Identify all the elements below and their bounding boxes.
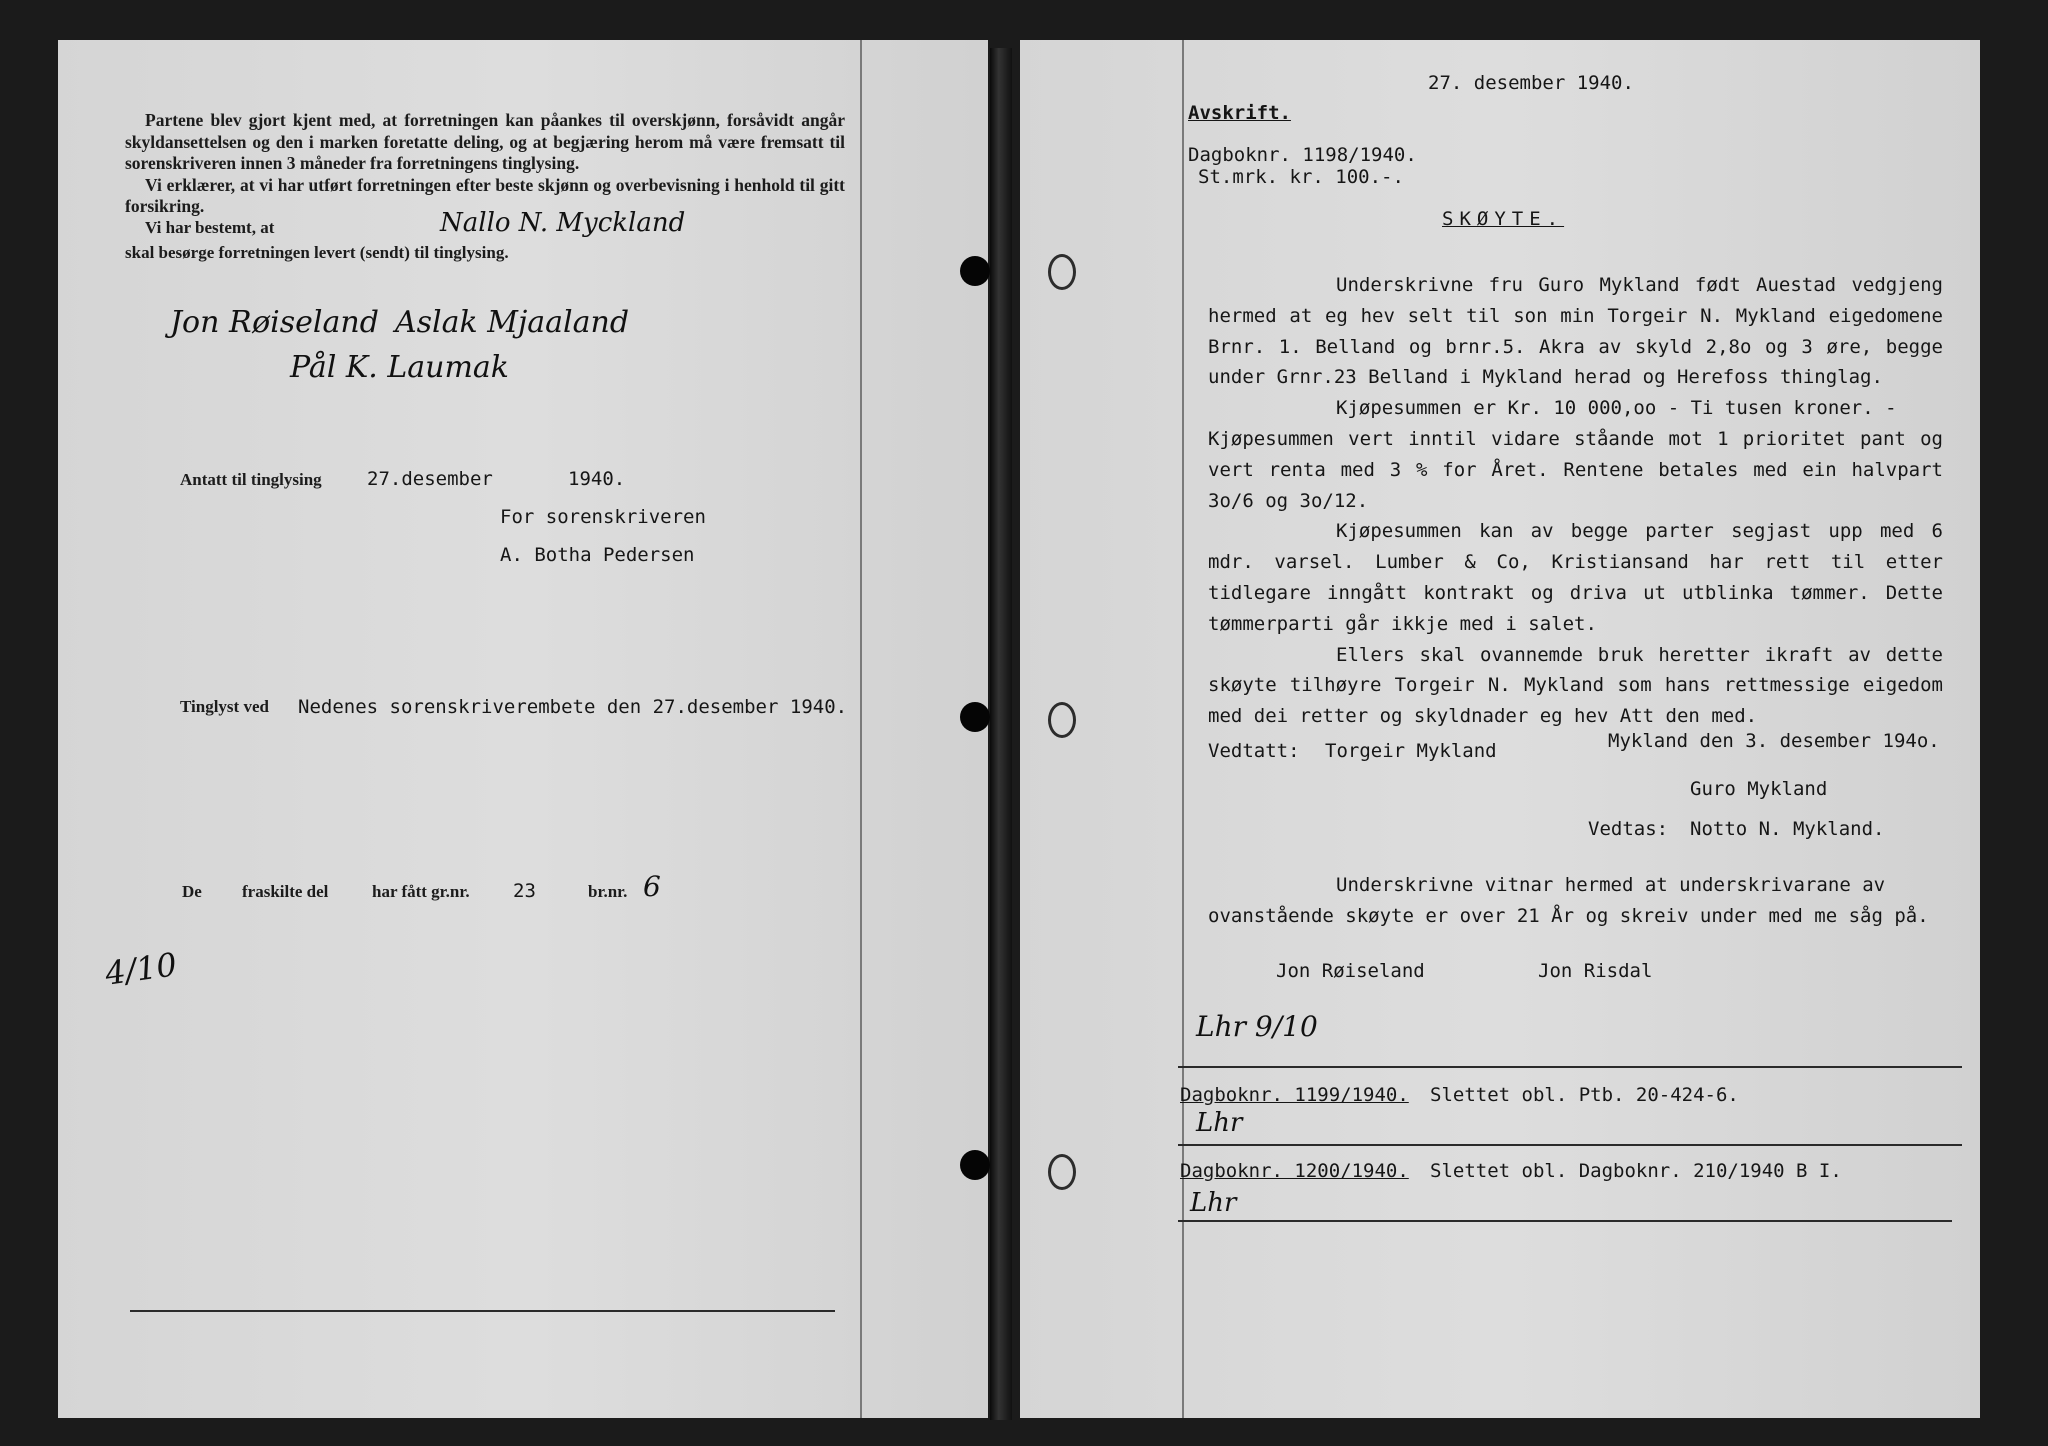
declaration-paragraph: Vi erklærer, at vi har utført forretningen efter beste skjønn og overbevisning i henhold til gitt forsikring. [125,174,845,216]
fraskilte-del: fraskilte del [242,882,329,901]
book-spine [990,48,1012,1420]
initial-mark-3: Lhr [1190,1188,1237,1218]
place-date: Mykland den 3. desember 194o. [1608,730,1940,752]
deed-paragraph-2: Kjøpesummen er Kr. 10 000,oo - Ti tusen kroner. - [1336,397,1897,420]
document-title: SKØYTE. [1442,208,1565,230]
dagboknr-header: Dagboknr. 1198/1940. [1188,144,1417,166]
fraskilte-de: De [182,882,202,901]
witness-2: Jon Risdal [1538,960,1653,982]
binding-hole-middle [960,702,990,732]
witness-1: Jon Røiseland [1276,960,1425,982]
tinglyst-label: Tinglyst ved [180,697,269,716]
entry-1199-text: Slettet obl. Ptb. 20-424-6. [1430,1084,1739,1106]
antatt-year: 1940. [568,468,626,490]
vedtatt-label: Vedtatt: [1208,740,1300,762]
seller-signature: Guro Mykland [1690,778,1828,800]
appeal-paragraph: Partene blev gjort kjent med, at forretningen kan påankes til overskjønn, forsåvidt angår skyldansettelsen og den i marken foretatte deling, og at begjæring herom må være fremsatt til sorenskriveren innen 3 måneder fra forretningens tinglysing. [125,110,845,173]
binding-ring-bottom [1048,1154,1076,1190]
deed-paragraph-3: Kjøpesummen vert inntil vidare ståande mot 1 prioritet pant og vert renta med 3 % for Året. Rentene betales med ein halvpart 3o/6 og 3o/12. [1208,427,1943,512]
rule-3 [1178,1220,1952,1222]
stamp-duty: St.mrk. kr. 100.-. [1198,166,1404,188]
page-margin-line [860,40,862,1418]
initial-mark-1: Lhr 9/10 [1196,1010,1318,1043]
signature-2: Aslak Mjaaland [395,305,630,340]
antatt-label: Antatt til tinglysing [180,470,322,489]
entry-1199-number: Dagboknr. 1199/1940. [1180,1084,1409,1106]
avskrift-label: Avskrift. [1188,102,1291,124]
deed-paragraph-4: Kjøpesummen kan av begge parter segjast upp med 6 mdr. varsel. Lumber & Co, Kristiansand har rett til etter tidlegare inngått kontrakt og driva ut utblinka tømmer. Dette tømmerparti går ikkje med i salet. [1208,520,1943,635]
binding-ring-middle [1048,702,1076,738]
for-office: For sorenskriveren [500,506,706,528]
vedtatt-name: Torgeir Mykland [1325,740,1497,762]
appointed-name-handwritten: Nallo N. Myckland [440,208,686,238]
deed-body [1208,270,1943,732]
fraskilte-grnr: 23 [513,880,536,902]
entry-1200-number: Dagboknr. 1200/1940. [1180,1160,1409,1182]
binding-hole-top [960,256,990,286]
vedtas-name: Notto N. Mykland. [1690,818,1885,840]
signature-3: Pål K. Laumak [290,350,509,385]
deliver-text: skal besørge forretningen levert (sendt) til tinglysing. [125,243,509,262]
fraskilte-brnr: 6 [643,870,661,903]
binding-ring-top [1048,254,1076,290]
deed-paragraph-5: Ellers skal ovannemde bruk heretter ikraft av dette skøyte tilhøyre Torgeir N. Mykland som hans rettmessige eigedom med dei retter og skyldnader eg hev Att den med. [1208,643,1943,728]
deed-paragraph-1: Underskrivne fru Guro Mykland født Auestad vedgjeng hermed at eg hev selt til son min Torgeir N. Mykland eigedomene Brnr. 1. Belland og brnr.5. Akra av skyld 2,8o og 3 øre, begge under Grnr.23 Belland i Mykland herad og Herefoss thinglag. [1208,274,1943,389]
fraskilte-grnr-label: har fått gr.nr. [372,882,470,901]
signature-1: Jon Røiseland [170,305,379,340]
tinglyst-value: Nedenes sorenskriverembete den 27.desember 1940. [298,696,848,718]
initial-mark-2: Lhr [1196,1108,1243,1138]
left-printed-text [125,110,845,218]
margin-initial-mark: 4/10 [102,945,180,993]
rule-1 [1178,1066,1962,1068]
binding-hole-bottom [960,1150,990,1180]
vedtas-label: Vedtas: [1588,818,1669,840]
clerk-name: A. Botha Pedersen [500,544,695,566]
left-bottom-rule [130,1310,835,1312]
appointed-prefix: Vi har bestemt, at [145,218,275,237]
witness-statement: Underskrivne vitnar hermed at underskrivarane av ovanstående skøyte er over 21 År og skreiv under med me såg på. [1208,874,1929,927]
right-margin-line [1182,40,1184,1418]
entry-1200-text: Slettet obl. Dagboknr. 210/1940 B I. [1430,1160,1842,1182]
fraskilte-brnr-label: br.nr. [588,882,628,901]
rule-2 [1178,1144,1962,1146]
antatt-date: 27.desember [367,468,493,490]
date-header: 27. desember 1940. [1428,72,1634,94]
